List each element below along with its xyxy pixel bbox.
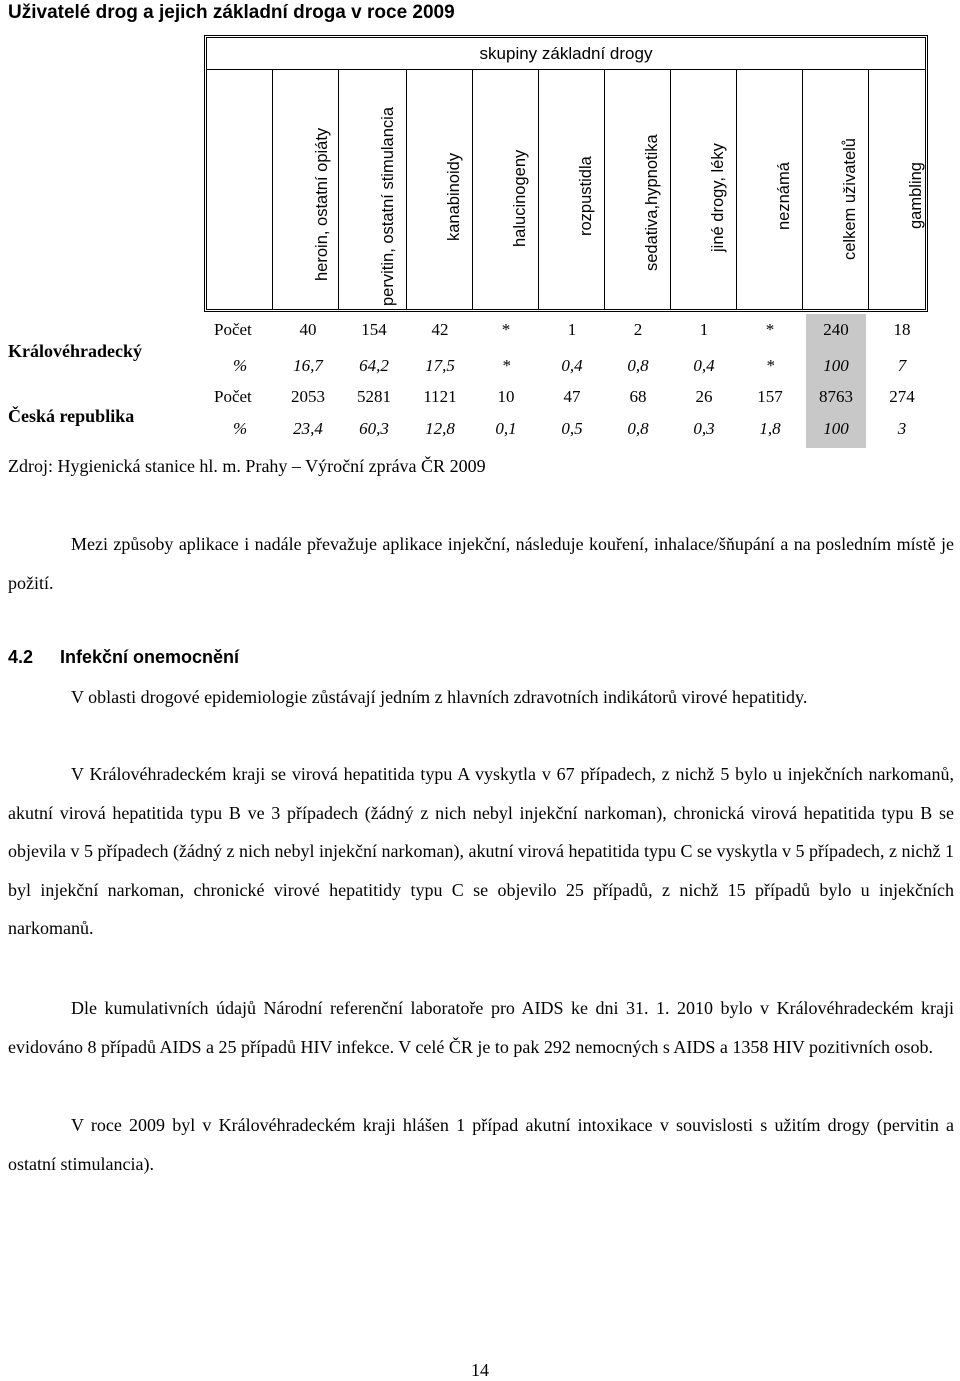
table-cell: 0,8 xyxy=(627,419,649,438)
table-cell: 3 xyxy=(897,419,907,438)
table-cell: 23,4 xyxy=(293,419,323,438)
table-cell: 12,8 xyxy=(425,419,455,438)
table-cell: 60,3 xyxy=(359,419,389,438)
table-cell: 2 xyxy=(633,320,643,339)
table-cell: 0,8 xyxy=(627,356,649,375)
section-heading xyxy=(8,647,239,668)
paragraph: V Královéhradeckém kraji se virová hepatitida typu A vyskytla v 67 případech, z nichž 5 bylo u injekčních narkomanů, akutní virová hepatitida typu B ve 3 případech (žádný z nich nebyl injekční narkoman), chronická virová hepatitida typu B se objevila v 5 případech (žádný z nich nebyl injekční narkoman), akutní virová hepatitida typu C se vyskytla v 5 případech, z nichž 1 byl injekční narkoman, chronické virové hepatitidy typu C se objevilo 25 případů, z nichž 15 případů bylo u injekčních narkomanů. xyxy=(8,764,954,938)
table-cell: 240 xyxy=(823,320,849,339)
column-divider xyxy=(472,70,473,309)
column-header: celkem uživatelů xyxy=(841,138,859,260)
table-cell: * xyxy=(765,320,775,339)
row-label-percent: % xyxy=(233,356,248,375)
header-divider xyxy=(207,69,925,70)
table-cell: 64,2 xyxy=(359,356,389,375)
table-cell: 8763 xyxy=(819,387,853,406)
column-header: halucinogeny xyxy=(511,149,529,247)
paragraph: Mezi způsoby aplikace i nadále převažuje aplikace injekční, následuje kouření, inhalace/šňupání a na posledním místě je požití. xyxy=(8,534,954,593)
table-cell: 1,8 xyxy=(759,419,781,438)
table-cell: 274 xyxy=(889,387,915,406)
table-cell: 0,3 xyxy=(693,419,715,438)
table-cell: 154 xyxy=(361,320,387,339)
column-divider xyxy=(272,70,273,309)
column-header: neznámá xyxy=(775,162,793,230)
table-cell: 1 xyxy=(567,320,577,339)
table-group-header: skupiny základní drogy xyxy=(479,44,653,63)
section-title: Infekční onemocnění xyxy=(60,647,240,667)
table-cell: * xyxy=(501,320,511,339)
table-cell: 100 xyxy=(823,419,849,438)
table-cell: 1121 xyxy=(423,387,457,406)
region-label: Česká republika xyxy=(8,406,135,426)
row-label-percent: % xyxy=(233,419,248,438)
table-cell: * xyxy=(501,356,511,375)
column-divider xyxy=(604,70,605,309)
table-cell: 42 xyxy=(431,320,449,339)
table-cell: 0,4 xyxy=(693,356,715,375)
table-cell: 0,1 xyxy=(495,419,517,438)
column-header: heroin, ostatní opiáty xyxy=(313,127,331,281)
table-cell: 2053 xyxy=(291,387,325,406)
table-cell: 18 xyxy=(893,320,911,339)
table-cell: 17,5 xyxy=(425,356,455,375)
table-cell: 16,7 xyxy=(293,356,323,375)
table-cell: 0,4 xyxy=(561,356,583,375)
paragraph: Dle kumulativních údajů Národní referenční laboratoře pro AIDS ke dni 31. 1. 2010 bylo v Královéhradeckém kraji evidováno 8 případů AIDS a 25 případů HIV infekce. V celé ČR je to pak 292 nemocných s AIDS a 1358 HIV pozitivních osob. xyxy=(8,998,954,1057)
column-divider xyxy=(868,70,869,309)
table-cell: 5281 xyxy=(357,387,391,406)
column-divider xyxy=(406,70,407,309)
table-cell: 100 xyxy=(823,356,849,375)
column-header: gambling xyxy=(907,162,925,229)
column-header: sedativa,hypnotika xyxy=(643,134,661,271)
paragraph: V oblasti drogové epidemiologie zůstávají jedním z hlavních zdravotních indikátorů virové hepatitidy. xyxy=(71,687,808,707)
column-divider xyxy=(338,70,339,309)
column-header: kanabinoidy xyxy=(445,152,463,241)
table-cell: 40 xyxy=(299,320,317,339)
table-cell: 10 xyxy=(497,387,515,406)
table-source: Zdroj: Hygienická stanice hl. m. Prahy – Výroční zpráva ČR 2009 xyxy=(8,456,486,476)
column-header: rozpustidla xyxy=(577,156,595,236)
column-divider xyxy=(670,70,671,309)
table-title: Uživatelé drog a jejich základní droga v roce 2009 xyxy=(8,2,455,23)
column-divider xyxy=(538,70,539,309)
table-cell: * xyxy=(765,356,775,375)
table-cell: 1 xyxy=(699,320,709,339)
table-cell: 26 xyxy=(695,387,713,406)
column-header: pervitin, ostatní stimulancia xyxy=(379,106,397,306)
column-header: jiné drogy, léky xyxy=(709,143,727,252)
row-label-count: Počet xyxy=(214,320,252,339)
table-cell: 0,5 xyxy=(561,419,583,438)
column-divider xyxy=(802,70,803,309)
paragraph: V roce 2009 byl v Královéhradeckém kraji hlášen 1 případ akutní intoxikace v souvislosti s užitím drogy (pervitin a ostatní stimulancia). xyxy=(8,1115,954,1174)
section-number: 4.2 xyxy=(8,647,34,667)
table-cell: 47 xyxy=(563,387,581,406)
column-divider xyxy=(736,70,737,309)
table-cell: 157 xyxy=(757,387,783,406)
region-label: Královéhradecký xyxy=(8,341,142,361)
table-cell: 68 xyxy=(629,387,647,406)
page-number: 14 xyxy=(471,1360,489,1380)
row-label-count: Počet xyxy=(214,387,252,406)
table-cell: 7 xyxy=(897,356,907,375)
